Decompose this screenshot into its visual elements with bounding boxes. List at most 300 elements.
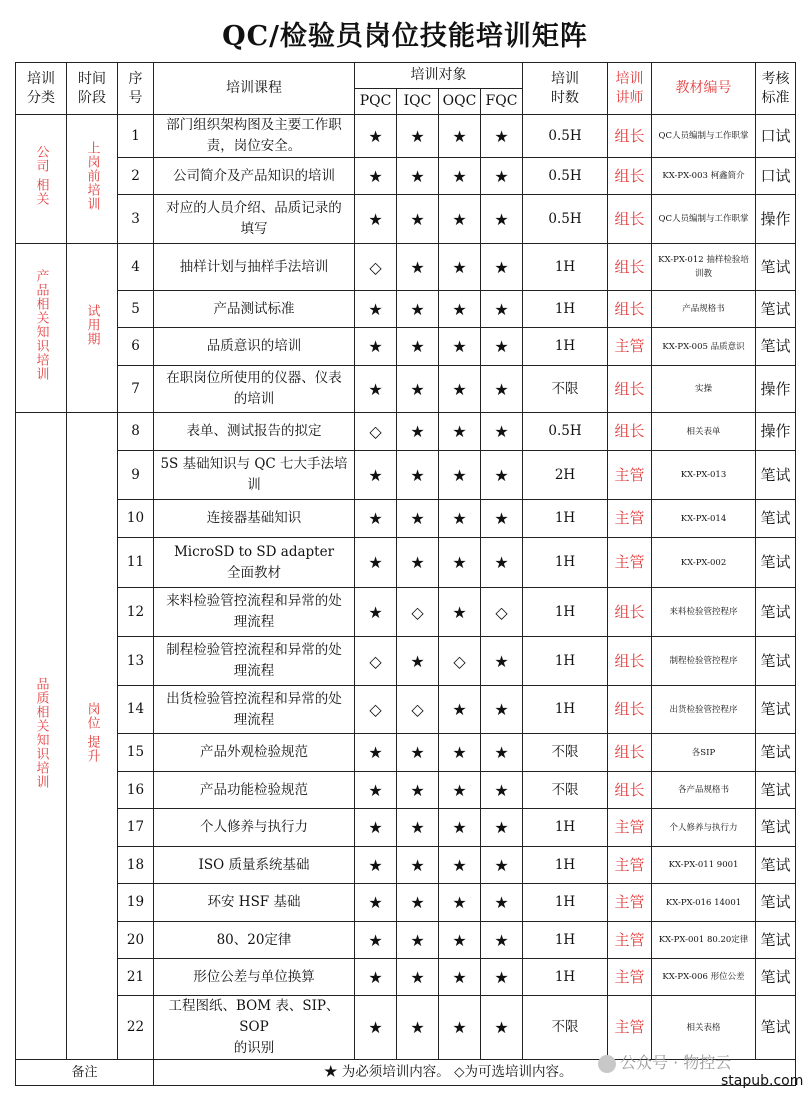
- target-oqc-mark: ★: [439, 366, 481, 413]
- text-line: 的培训: [233, 391, 275, 407]
- target-oqc-mark: ★: [439, 847, 481, 884]
- target-pqc-mark: ★: [355, 451, 397, 500]
- text-line: QC人员编制与工作职掌: [658, 131, 749, 141]
- target-oqc-mark: ★: [439, 328, 481, 366]
- material-code: [652, 922, 756, 959]
- text-line: 填写: [240, 221, 268, 237]
- text-line: 连接器基础知识: [206, 510, 302, 526]
- material-code: [652, 538, 756, 588]
- target-fqc-mark: ★: [481, 244, 523, 291]
- exam-standard: 笔试: [756, 772, 796, 809]
- table-row: [16, 500, 796, 538]
- text-line: 个人修养与执行力: [669, 822, 738, 833]
- exam-standard: 笔试: [756, 884, 796, 922]
- course-name: [154, 244, 355, 291]
- table-row: [16, 959, 796, 996]
- trainer: 组长: [608, 588, 652, 637]
- exam-standard: 操作: [756, 195, 796, 244]
- course-name: [154, 772, 355, 809]
- course-name: [154, 588, 355, 637]
- text-line: 的识别: [233, 1040, 275, 1056]
- exam-standard: 笔试: [756, 500, 796, 538]
- target-pqc-mark: ★: [355, 959, 397, 996]
- header-category: 培训 分类: [16, 63, 67, 115]
- material-code: [652, 195, 756, 244]
- target-pqc-mark: ◇: [355, 686, 397, 734]
- trainer: 主管: [608, 809, 652, 847]
- training-hours: 1H: [523, 500, 608, 538]
- target-oqc-mark: ★: [439, 884, 481, 922]
- trainer: 组长: [608, 158, 652, 195]
- course-name: [154, 538, 355, 588]
- course-name: [154, 328, 355, 366]
- target-pqc-mark: ★: [355, 500, 397, 538]
- header-target-pqc: PQC: [355, 89, 397, 115]
- target-fqc-mark: ★: [481, 538, 523, 588]
- material-code: [652, 291, 756, 328]
- text-line: 抽样计划与抽样手法培训: [179, 258, 329, 275]
- row-number: 14: [118, 686, 154, 734]
- table-row: [16, 244, 796, 291]
- target-pqc-mark: ★: [355, 996, 397, 1060]
- target-oqc-mark: ★: [439, 922, 481, 959]
- target-iqc-mark: ★: [397, 244, 439, 291]
- footer-note: ★ 为必须培训内容。 ◇为可选培训内容。: [154, 1060, 796, 1086]
- text-line: 相关表单: [686, 426, 721, 437]
- row-number: 10: [118, 500, 154, 538]
- material-code: [652, 451, 756, 500]
- target-fqc-mark: ★: [481, 366, 523, 413]
- course-name: [154, 195, 355, 244]
- row-number: 6: [118, 328, 154, 366]
- text-line: 实操: [694, 384, 712, 394]
- table-row: [16, 366, 796, 413]
- training-hours: 不限: [523, 996, 608, 1060]
- table-row: [16, 809, 796, 847]
- target-pqc-mark: ★: [355, 847, 397, 884]
- target-iqc-mark: ★: [397, 328, 439, 366]
- material-code: [652, 772, 756, 809]
- table-row: [16, 734, 796, 772]
- table-row: [16, 158, 796, 195]
- target-fqc-mark: ★: [481, 959, 523, 996]
- row-number: 11: [118, 538, 154, 588]
- footer-label: 备注: [16, 1060, 154, 1086]
- course-name: [154, 809, 355, 847]
- site-url: stapub.com: [721, 1073, 804, 1089]
- target-pqc-mark: ★: [355, 538, 397, 588]
- course-name: [154, 451, 355, 500]
- table-row: [16, 772, 796, 809]
- row-number: 21: [118, 959, 154, 996]
- target-oqc-mark: ★: [439, 996, 481, 1060]
- course-name: [154, 637, 355, 686]
- target-pqc-mark: ★: [355, 195, 397, 244]
- trainer: 主管: [608, 884, 652, 922]
- target-iqc-mark: ★: [397, 115, 439, 158]
- table-row: [16, 922, 796, 959]
- exam-standard: 口试: [756, 158, 796, 195]
- text-line: KX-PX-013: [680, 470, 727, 480]
- header-seq: 序 号: [118, 63, 154, 115]
- text-line: 产品外观检验规范: [200, 744, 308, 760]
- target-fqc-mark: ★: [481, 686, 523, 734]
- watermark: 公众号 · 物控云: [598, 1050, 731, 1073]
- training-hours: 1H: [523, 959, 608, 996]
- training-hours: 0.5H: [523, 195, 608, 244]
- trainer: 组长: [608, 115, 652, 158]
- material-code: [652, 158, 756, 195]
- text-line: 来料检验管控程序: [669, 607, 738, 617]
- training-hours: 1H: [523, 588, 608, 637]
- training-matrix-table: [15, 62, 796, 1086]
- text-line: 制程检验管控流程和异常的处: [166, 642, 342, 658]
- trainer: 组长: [608, 772, 652, 809]
- target-iqc-mark: ★: [397, 538, 439, 588]
- row-number: 4: [118, 244, 154, 291]
- target-pqc-mark: ★: [355, 328, 397, 366]
- text-line: 个人修养与执行力: [200, 819, 308, 835]
- material-code: [652, 500, 756, 538]
- text-line: 产品规格书: [682, 304, 725, 314]
- text-line: 工程图纸、BOM 表、SIP、SOP: [168, 998, 340, 1035]
- trainer: 主管: [608, 451, 652, 500]
- header-target-iqc: IQC: [397, 89, 439, 115]
- material-code: [652, 244, 756, 291]
- material-code: [652, 809, 756, 847]
- table-row: [16, 637, 796, 686]
- course-name: [154, 686, 355, 734]
- material-code: [652, 884, 756, 922]
- material-code: [652, 637, 756, 686]
- material-code: [652, 847, 756, 884]
- header-target-oqc: OQC: [439, 89, 481, 115]
- text-line: 品质意识的培训: [206, 338, 302, 354]
- exam-standard: 笔试: [756, 686, 796, 734]
- trainer: 主管: [608, 996, 652, 1060]
- material-code: [652, 734, 756, 772]
- table-row: [16, 847, 796, 884]
- target-oqc-mark: ★: [439, 413, 481, 451]
- row-number: 3: [118, 195, 154, 244]
- target-fqc-mark: ★: [481, 195, 523, 244]
- target-iqc-mark: ★: [397, 195, 439, 244]
- text-line: KX-PX-014: [680, 513, 727, 524]
- row-number: 17: [118, 809, 154, 847]
- target-iqc-mark: ★: [397, 847, 439, 884]
- exam-standard: 口试: [756, 115, 796, 158]
- text-line: KX-PX-002: [680, 557, 727, 568]
- target-fqc-mark: ★: [481, 115, 523, 158]
- table-row: [16, 328, 796, 366]
- header-material: 教材编号: [652, 63, 756, 115]
- target-oqc-mark: ★: [439, 244, 481, 291]
- training-hours: 1H: [523, 809, 608, 847]
- target-iqc-mark: ★: [397, 637, 439, 686]
- target-iqc-mark: ◇: [397, 686, 439, 734]
- target-oqc-mark: ★: [439, 734, 481, 772]
- text-line: KX-PX-005 品质意识: [662, 341, 745, 352]
- exam-standard: 笔试: [756, 588, 796, 637]
- training-hours: 1H: [523, 291, 608, 328]
- target-iqc-mark: ★: [397, 772, 439, 809]
- target-fqc-mark: ★: [481, 328, 523, 366]
- training-hours: 1H: [523, 686, 608, 734]
- text-line: 制程检验管控程序: [669, 656, 738, 666]
- trainer: 组长: [608, 244, 652, 291]
- table-row: [16, 115, 796, 158]
- exam-standard: 笔试: [756, 451, 796, 500]
- training-hours: 0.5H: [523, 158, 608, 195]
- text-line: 对应的人员介绍、品质记录的: [166, 200, 342, 216]
- target-fqc-mark: ★: [481, 734, 523, 772]
- course-name: [154, 884, 355, 922]
- training-hours: 1H: [523, 244, 608, 291]
- exam-standard: 笔试: [756, 959, 796, 996]
- material-code: [652, 588, 756, 637]
- text-line: 训教: [694, 269, 712, 279]
- header-course: 培训课程: [154, 63, 355, 115]
- target-pqc-mark: ◇: [355, 244, 397, 291]
- table-row: [16, 451, 796, 500]
- training-hours: 不限: [523, 366, 608, 413]
- target-iqc-mark: ★: [397, 809, 439, 847]
- trainer: 组长: [608, 291, 652, 328]
- exam-standard: 操作: [756, 366, 796, 413]
- trainer: 主管: [608, 500, 652, 538]
- training-hours: 0.5H: [523, 413, 608, 451]
- target-fqc-mark: ★: [481, 996, 523, 1060]
- training-hours: 1H: [523, 328, 608, 366]
- material-code: [652, 686, 756, 734]
- text-line: KX-PX-001 80.20定律: [658, 935, 749, 945]
- target-oqc-mark: ★: [439, 538, 481, 588]
- header-stage: 时间 阶段: [67, 63, 118, 115]
- material-code: [652, 959, 756, 996]
- target-fqc-mark: ★: [481, 413, 523, 451]
- text-line: KX-PX-011 9001: [668, 860, 739, 870]
- row-number: 16: [118, 772, 154, 809]
- exam-standard: 笔试: [756, 734, 796, 772]
- target-oqc-mark: ★: [439, 195, 481, 244]
- course-name: [154, 115, 355, 158]
- trainer: 主管: [608, 922, 652, 959]
- course-name: [154, 500, 355, 538]
- exam-standard: 笔试: [756, 637, 796, 686]
- target-iqc-mark: ★: [397, 366, 439, 413]
- table-row: [16, 884, 796, 922]
- page-title: QC/检验员岗位技能培训矩阵: [222, 21, 588, 52]
- text-line: QC人员编制与工作职掌: [658, 214, 749, 224]
- text-line: ISO 质量系统基础: [198, 856, 310, 873]
- target-pqc-mark: ★: [355, 734, 397, 772]
- text-line: KX-PX-012 抽样检验培: [658, 255, 749, 265]
- text-line: 出货检验管控程序: [669, 704, 738, 715]
- target-iqc-mark: ★: [397, 291, 439, 328]
- target-pqc-mark: ★: [355, 772, 397, 809]
- text-line: 训: [247, 477, 261, 493]
- target-iqc-mark: ★: [397, 451, 439, 500]
- target-fqc-mark: ★: [481, 772, 523, 809]
- target-pqc-mark: ★: [355, 291, 397, 328]
- training-hours: 1H: [523, 847, 608, 884]
- row-number: 15: [118, 734, 154, 772]
- text-line: MicroSD to SD adapter: [173, 543, 335, 560]
- target-iqc-mark: ★: [397, 884, 439, 922]
- trainer: 组长: [608, 637, 652, 686]
- trainer: 主管: [608, 959, 652, 996]
- training-hours: 1H: [523, 538, 608, 588]
- text-line: 相关表格: [686, 1022, 721, 1033]
- target-iqc-mark: ◇: [397, 588, 439, 637]
- material-code: [652, 413, 756, 451]
- text-line: 产品功能检验规范: [200, 781, 308, 798]
- text-line: 产品测试标准: [213, 300, 295, 317]
- trainer: 组长: [608, 734, 652, 772]
- row-number: 5: [118, 291, 154, 328]
- row-number: 9: [118, 451, 154, 500]
- target-fqc-mark: ★: [481, 291, 523, 328]
- header-exam: 考核 标准: [756, 63, 796, 115]
- target-oqc-mark: ★: [439, 809, 481, 847]
- target-iqc-mark: ★: [397, 158, 439, 195]
- text-line: 表单、测试报告的拟定: [186, 423, 322, 439]
- target-fqc-mark: ★: [481, 809, 523, 847]
- training-hours: 1H: [523, 637, 608, 686]
- table-row: [16, 686, 796, 734]
- group-stage-label: 上岗前培训: [84, 141, 100, 211]
- target-oqc-mark: ★: [439, 500, 481, 538]
- text-line: 各SIP: [691, 747, 716, 758]
- group-category: [16, 244, 67, 413]
- row-number: 12: [118, 588, 154, 637]
- text-line: 责，岗位安全。: [206, 138, 302, 154]
- table-row: [16, 291, 796, 328]
- course-name: [154, 847, 355, 884]
- course-name: [154, 413, 355, 451]
- text-line: 在职岗位所使用的仪器、仪表: [166, 370, 342, 386]
- exam-standard: 笔试: [756, 922, 796, 959]
- trainer: 组长: [608, 195, 652, 244]
- target-fqc-mark: ★: [481, 847, 523, 884]
- target-fqc-mark: ★: [481, 922, 523, 959]
- text-line: 出货检验管控流程和异常的处: [166, 690, 342, 707]
- row-number: 20: [118, 922, 154, 959]
- training-hours: 0.5H: [523, 115, 608, 158]
- exam-standard: 笔试: [756, 328, 796, 366]
- header-targets: 培训对象: [355, 63, 523, 89]
- group-stage: [67, 244, 118, 413]
- course-name: [154, 922, 355, 959]
- wechat-icon: [598, 1055, 616, 1073]
- text-line: 理流程: [233, 614, 275, 630]
- trainer: 组长: [608, 366, 652, 413]
- target-oqc-mark: ★: [439, 291, 481, 328]
- row-number: 2: [118, 158, 154, 195]
- training-hours: 不限: [523, 772, 608, 809]
- target-oqc-mark: ★: [439, 115, 481, 158]
- text-line: 公司简介及产品知识的培训: [173, 167, 335, 184]
- exam-standard: 笔试: [756, 996, 796, 1060]
- target-iqc-mark: ★: [397, 734, 439, 772]
- text-line: 理流程: [233, 711, 275, 728]
- group-category-label: 品质相关知识培训: [33, 677, 49, 789]
- text-line: KX-PX-003 柯鑫简介: [662, 171, 745, 181]
- course-name: [154, 291, 355, 328]
- target-oqc-mark: ★: [439, 686, 481, 734]
- course-name: [154, 366, 355, 413]
- exam-standard: 笔试: [756, 538, 796, 588]
- target-pqc-mark: ★: [355, 366, 397, 413]
- group-stage-label: 岗位 提升: [84, 702, 100, 764]
- material-code: [652, 366, 756, 413]
- target-pqc-mark: ★: [355, 115, 397, 158]
- text-line: 各产品规格书: [677, 785, 729, 795]
- table-row: [16, 538, 796, 588]
- row-number: 7: [118, 366, 154, 413]
- text-line: KX-PX-006 形位公差: [662, 972, 745, 982]
- target-fqc-mark: ★: [481, 451, 523, 500]
- target-oqc-mark: ★: [439, 451, 481, 500]
- text-line: 来料检验管控流程和异常的处: [166, 593, 342, 609]
- target-oqc-mark: ★: [439, 772, 481, 809]
- group-stage-label: 试用期: [84, 304, 100, 346]
- trainer: 主管: [608, 328, 652, 366]
- target-iqc-mark: ★: [397, 922, 439, 959]
- exam-standard: 操作: [756, 413, 796, 451]
- exam-standard: 笔试: [756, 244, 796, 291]
- row-number: 18: [118, 847, 154, 884]
- target-pqc-mark: ★: [355, 884, 397, 922]
- target-pqc-mark: ◇: [355, 413, 397, 451]
- group-category-label: 公司 相关: [33, 145, 49, 207]
- table-row: [16, 413, 796, 451]
- text-line: 部门组织架构图及主要工作职: [166, 117, 342, 133]
- target-fqc-mark: ★: [481, 500, 523, 538]
- row-number: 19: [118, 884, 154, 922]
- text-line: 形位公差与单位换算: [193, 968, 315, 985]
- target-iqc-mark: ★: [397, 959, 439, 996]
- group-category-label: 产品相关知识培训: [33, 269, 49, 381]
- text-line: KX-PX-016 14001: [665, 897, 742, 908]
- material-code: [652, 328, 756, 366]
- row-number: 8: [118, 413, 154, 451]
- group-category: [16, 115, 67, 244]
- trainer: 主管: [608, 847, 652, 884]
- target-iqc-mark: ★: [397, 996, 439, 1060]
- row-number: 1: [118, 115, 154, 158]
- target-fqc-mark: ★: [481, 884, 523, 922]
- group-stage: [67, 413, 118, 1060]
- header-hours: 培训 时数: [523, 63, 608, 115]
- course-name: [154, 734, 355, 772]
- text-line: 理流程: [233, 663, 275, 679]
- text-line: 环安 HSF 基础: [207, 894, 301, 910]
- material-code: [652, 115, 756, 158]
- target-oqc-mark: ◇: [439, 637, 481, 686]
- trainer: 组长: [608, 413, 652, 451]
- header-target-fqc: FQC: [481, 89, 523, 115]
- training-hours: 1H: [523, 884, 608, 922]
- group-stage: [67, 115, 118, 244]
- target-fqc-mark: ◇: [481, 588, 523, 637]
- target-fqc-mark: ★: [481, 158, 523, 195]
- group-category: [16, 413, 67, 1060]
- text-line: 80、20定律: [216, 931, 292, 948]
- text-line: 5S 基础知识与 QC 七大手法培: [160, 456, 348, 472]
- trainer: 组长: [608, 686, 652, 734]
- exam-standard: 笔试: [756, 291, 796, 328]
